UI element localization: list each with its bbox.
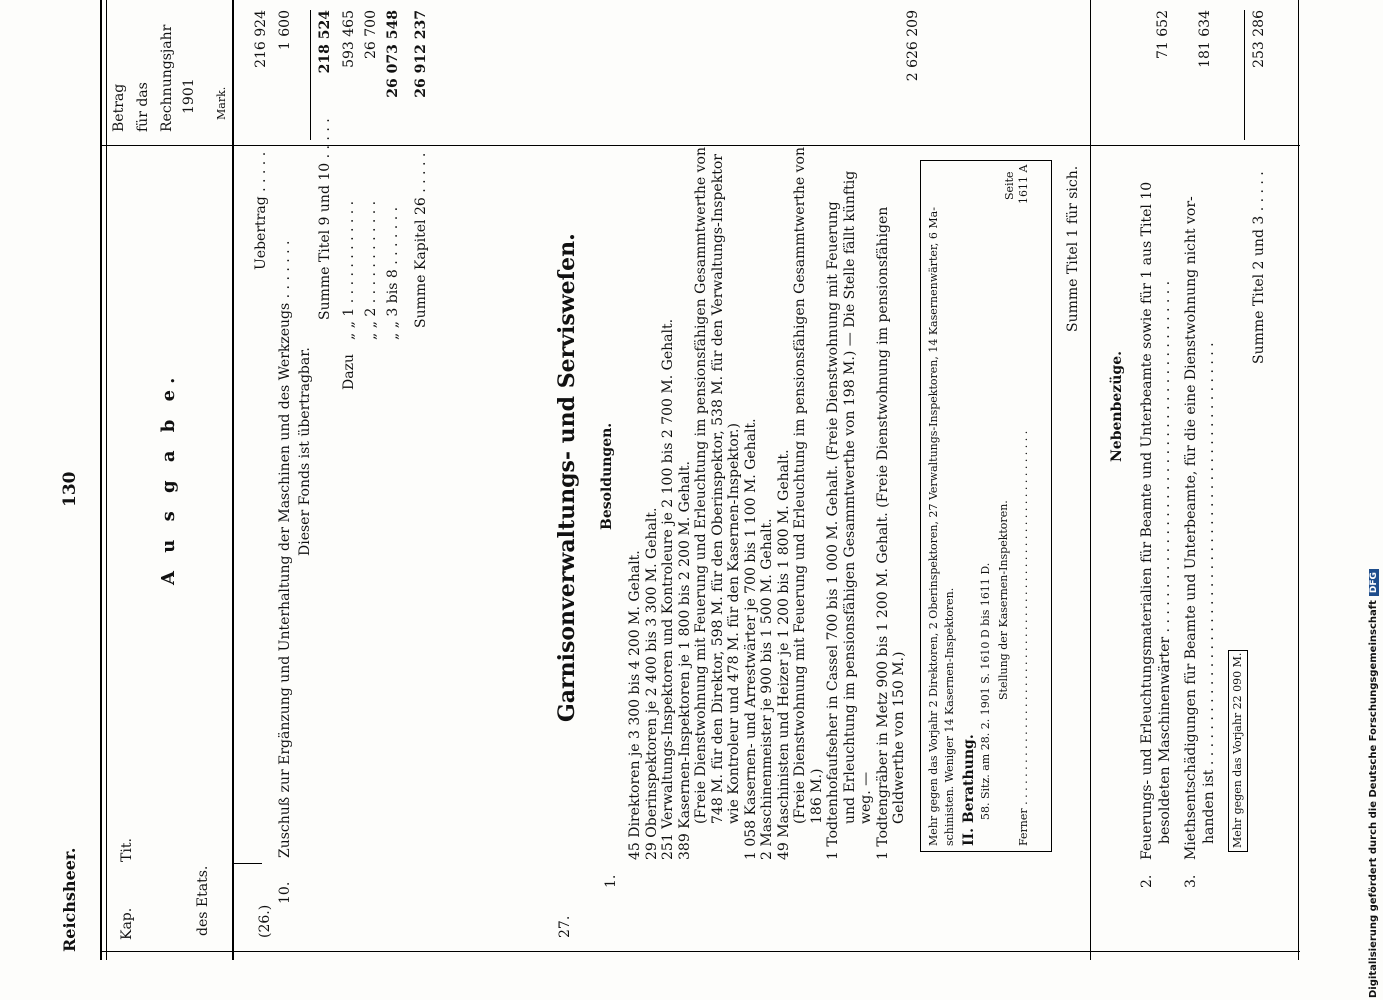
tit-1: 1. [603, 874, 619, 888]
dazu-2: „ „ 2 . . . . . . . . . . . . [363, 200, 379, 340]
sum-rule-26 [310, 10, 311, 140]
summe-9-10-amount: 218 524 [317, 10, 333, 74]
tit3-amount: 181 634 [1197, 10, 1213, 68]
tit-3: 3. [1183, 874, 1199, 888]
besoldung-line: 186 M.) [808, 768, 825, 824]
note-line: Stellung der Kasernen-Inspektoren. [997, 500, 1010, 700]
note-line: 58. Sitz. am 28. 2. 1901 S. 1610 D bis 1611 D. [979, 562, 992, 820]
rule-header [100, 145, 1300, 146]
tit3-text1: Miethsentschädigungen für Beamte und Unterbeamte, für die eine Dienstwohnung nicht vor- [1183, 196, 1199, 860]
tit10-text: Zuschuß zur Ergänzung und Unterhaltung der Maschinen und des Werkzeugs . . . . . . . [277, 240, 293, 858]
summe-kap26-amount: 26 912 237 [413, 10, 429, 98]
tit2-amount: 71 652 [1155, 10, 1171, 59]
besoldung-line: 49 Maschinisten und Heizer je 1 200 bis 1 800 M. Gehalt. [775, 449, 792, 860]
summe-9-10-label: Summe Titel 9 und 10 . . . . . [317, 118, 333, 320]
rule-bottom [100, 951, 1300, 952]
besoldung-line: 748 M. für den Direktor, 598 M. für den Oberinspektor, 538 M. für den Verwaltungs-Inspektor [709, 154, 726, 824]
besoldung-line: Geldwerthe von 150 M.) [891, 651, 907, 824]
running-title: Reichsheer. [60, 847, 79, 952]
besoldung-line: wie Kontroleur und 478 M. für den Kasernen-Inspektor.) [726, 423, 742, 824]
besoldung-line: weg. — [858, 771, 874, 824]
rule-amount-left [1090, 0, 1091, 960]
besoldung-line: 251 Verwaltungs-Inspektoren und Kontroleure je 2 100 bis 2 700 M. Gehalt. [660, 318, 676, 860]
rule-tit [232, 863, 262, 864]
rule-kap-col [232, 0, 234, 960]
nebenbezuege-heading: Nebenbezüge. [1109, 351, 1125, 462]
col-des-etats: des Etats. [195, 865, 211, 936]
kap-26: (26.) [257, 904, 273, 938]
summe-tit23-label: Summe Titel 2 und 3 . . . . . [1251, 171, 1267, 364]
dazu-label: Dazu [341, 354, 357, 390]
credit-text: Digitalisierung gefördert durch die Deutsche Forschungsgemeinschaft [1368, 600, 1379, 998]
col-kap: Kap. [119, 907, 135, 940]
besoldung-line: (Freie Dienstwohnung mit Feuerung und Erleuchtung im pensionsfähigen Gesammtwerthe von [792, 146, 808, 824]
besoldung-line: 2 Maschinenmeister je 900 bis 1 500 M. Gehalt. [759, 518, 775, 860]
uebertrag-label: Uebertrag . . . . . [253, 151, 269, 270]
rule-left-thin [106, 0, 107, 960]
tit3-text2: handen ist . . . . . . . . . . . . . . . . . . . . . . . . . . . . . . . . . . . . . . . . . . . . . . . . [1201, 342, 1217, 844]
besoldung-line: 45 Direktoren je 3 300 bis 4 200 M. Gehalt. [627, 550, 643, 860]
note-line: Seite [1003, 171, 1016, 200]
col-tit: Tit. [119, 838, 135, 862]
besoldung-line: 1 058 Kasernen- und Arrestwärter je 700 bis 1 100 M. Gehalt. [742, 418, 759, 860]
note-line: Ferner . . . . . . . . . . . . . . . . . . . . . . . . . . . . . . . . . . . . . . . . . . . . . . . . . . . . . . [1017, 430, 1030, 846]
tit2-text1: Feuerungs- und Erleuchtungsmaterialien für Beamte und Unterbeamte sowie für 1 aus Titel 10 [1139, 181, 1155, 860]
besoldung-line: (Freie Dienstwohnung mit Feuerung und Erleuchtung im pensionsfähigen Gesammtwerthe von [693, 146, 709, 824]
tit-2: 2. [1139, 874, 1155, 888]
besoldung-line: 29 Oberinspektoren je 2 400 bis 3 300 M. Gehalt. [643, 507, 660, 860]
dazu-2-amount: 26 700 [363, 10, 379, 59]
rule-amount-right [1298, 0, 1299, 960]
besoldungen-heading: Besoldungen. [599, 422, 615, 530]
note-line: schinisten. Weniger 14 Kasernen-Inspektoren. [943, 587, 956, 846]
note-line: II. Berathung. [961, 734, 977, 846]
dazu-3: „ „ 3 bis 8 . . . . . . . [385, 206, 401, 340]
summe-kap26-label: Summe Kapitel 26 . . . . . [413, 152, 429, 328]
page-number: 130 [60, 471, 80, 507]
tit-10: 10. [277, 881, 293, 904]
col-betrag-3: Rechnungsjahr [159, 24, 175, 132]
digitization-credit [1368, 8, 1382, 998]
note-line: Mehr gegen das Vorjahr 2 Direktoren, 2 Oberinspektoren, 27 Verwaltungs-Inspektoren, 14 Kasernenwärter, 6 Ma- [927, 207, 940, 846]
besoldung-line: 1 Todtengräber in Metz 900 bis 1 200 M. Gehalt. (Freie Dienstwohnung im pensionsfähigen [874, 206, 891, 860]
summe-tit1-label: Summe Titel 1 für sich. [1065, 165, 1081, 332]
tit2-text2: besoldeten Maschinenwärter . . . . . . . . . . . . . . . . . . . . . . . . . . . . . . . . . . . . . . . . [1157, 280, 1173, 844]
section-title: A u s g a b e. [158, 371, 179, 585]
tit10-amount: 1 600 [277, 10, 293, 51]
tit1-amount: 2 626 209 [905, 10, 921, 82]
summe-tit23-amount: 253 286 [1251, 10, 1267, 68]
rule-left [100, 0, 102, 960]
dazu-1-amount: 593 465 [341, 10, 357, 68]
uebertrag-amount: 216 924 [253, 10, 269, 68]
dazu-3-amount: 26 073 548 [385, 10, 401, 98]
col-mark: Mark. [215, 86, 228, 120]
note-line: 1611 A [1017, 164, 1030, 204]
col-betrag-1: Betrag [111, 83, 127, 132]
sum-rule-27 [1244, 10, 1245, 140]
dazu-1: „ „ 1 . . . . . . . . . . . . [341, 200, 357, 340]
tit10-note: Dieser Fonds ist übertragbar. [297, 347, 313, 556]
besoldung-line: und Erleuchtung im pensionsfähigen Gesammtwerthe von 198 M.) — Die Stelle fällt künftig [841, 170, 858, 824]
kap-27: 27. [557, 915, 573, 938]
dfg-logo: DFG [1369, 569, 1379, 596]
besoldung-line: 1 Todtenhofaufseher in Cassel 700 bis 1 000 M. Gehalt. (Freie Dienstwohnung mit Feuerung [825, 201, 841, 860]
col-betrag-2: für das [135, 82, 151, 132]
besoldung-line: 389 Kasernen-Inspektoren je 1 800 bis 2 200 M. Gehalt. [676, 461, 693, 860]
block27-title: Garnisonverwaltungs- und Servisweſen. [554, 233, 580, 722]
col-betrag-4: 1901 [181, 78, 197, 114]
tit3-note: Mehr gegen das Vorjahr 22 090 M. [1231, 652, 1244, 848]
